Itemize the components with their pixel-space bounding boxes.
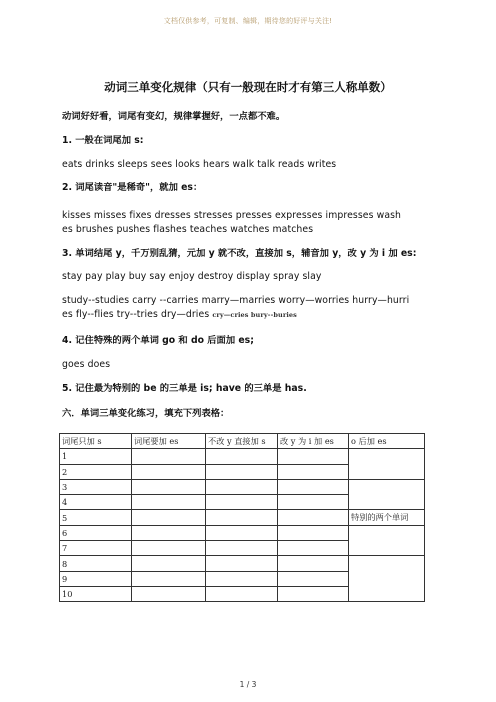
answer-cell[interactable] xyxy=(206,586,278,601)
rule4-words: goes does xyxy=(62,359,111,370)
rule6-heading: 六．单词三单变化练习，填充下列表格： xyxy=(62,408,230,419)
row-number: 4 xyxy=(60,495,132,510)
answer-cell[interactable] xyxy=(132,541,206,556)
rule2-words-line1: kisses misses fixes dresses stresses presses expresses impresses wash xyxy=(62,210,402,221)
table-row xyxy=(60,479,425,494)
intro-text: 动词好好看，词尾有变幻，规律掌握好，一点都不难。 xyxy=(62,111,286,122)
table-header-cell: 词尾要加 es xyxy=(132,434,206,449)
answer-cell[interactable] xyxy=(349,449,425,480)
table-header-cell: o 后加 es xyxy=(349,434,425,449)
answer-cell[interactable] xyxy=(206,556,278,571)
rule2-heading: 2. 词尾读音"是稀奇"，就加 es： xyxy=(62,182,203,193)
rule3-words2-line2 xyxy=(62,308,442,322)
rule3-words2-line2-text: es fly--flies try--tries dry—dries xyxy=(62,309,210,320)
answer-cell[interactable] xyxy=(278,510,349,525)
answer-cell[interactable] xyxy=(278,541,349,556)
rule1-words: eats drinks sleeps sees looks hears walk talk reads writes xyxy=(62,159,337,170)
answer-cell[interactable] xyxy=(206,464,278,479)
answer-cell[interactable] xyxy=(132,495,206,510)
answer-cell[interactable] xyxy=(132,586,206,601)
row-number: 10 xyxy=(60,586,132,601)
row-number: 7 xyxy=(60,541,132,556)
watermark-text: 文档仅供参考，可复制、编辑，期待您的好评与关注! xyxy=(163,17,333,25)
page-title: 动词三单变化规律（只有一般现在时才有第三人称单数） xyxy=(104,80,392,94)
answer-cell[interactable] xyxy=(278,525,349,540)
table-row xyxy=(60,449,425,464)
rule3-words2-line1: study--studies carry --carries marry—marries worry—worries hurry—hurri xyxy=(62,295,410,306)
answer-cell[interactable] xyxy=(278,464,349,479)
answer-cell[interactable] xyxy=(278,556,349,571)
answer-cell[interactable] xyxy=(132,525,206,540)
rule3-words1: stay pay play buy say enjoy destroy display spray slay xyxy=(62,271,322,282)
rule3-words2-small: cry—cries bury--buries xyxy=(212,311,297,319)
answer-cell[interactable] xyxy=(206,571,278,586)
answer-cell[interactable] xyxy=(132,556,206,571)
row-number: 8 xyxy=(60,556,132,571)
answer-cell[interactable] xyxy=(132,510,206,525)
answer-cell[interactable] xyxy=(206,525,278,540)
answer-cell[interactable] xyxy=(349,556,425,602)
row-number: 2 xyxy=(60,464,132,479)
answer-cell[interactable] xyxy=(132,479,206,494)
row-number: 9 xyxy=(60,571,132,586)
row-number: 1 xyxy=(60,449,132,464)
answer-cell[interactable] xyxy=(278,571,349,586)
special-words-label: 特别的两个单词 xyxy=(349,510,425,525)
answer-cell[interactable] xyxy=(278,586,349,601)
answer-cell[interactable] xyxy=(278,495,349,510)
rule1-heading: 1. 一般在词尾加 s: xyxy=(62,135,144,146)
row-number: 3 xyxy=(60,479,132,494)
row-number: 6 xyxy=(60,525,132,540)
table-header-cell: 不改 y 直接加 s xyxy=(206,434,278,449)
table-row xyxy=(60,556,425,571)
practice-table xyxy=(59,433,425,602)
table-row xyxy=(60,510,425,525)
answer-cell[interactable] xyxy=(206,541,278,556)
answer-cell[interactable] xyxy=(278,479,349,494)
answer-cell[interactable] xyxy=(132,464,206,479)
rule2-words-line2: es brushes pushes flashes teaches watches matches xyxy=(62,224,314,235)
page-number: 1 / 3 xyxy=(239,680,257,689)
answer-cell[interactable] xyxy=(278,449,349,464)
answer-cell[interactable] xyxy=(349,479,425,510)
answer-cell[interactable] xyxy=(132,571,206,586)
table-header-row xyxy=(60,434,425,449)
rule3-heading: 3. 单词结尾 y，千万别乱猜，元加 y 就不改，直接加 s，辅音加 y，改 y 为 i 加 es: xyxy=(62,248,417,259)
answer-cell[interactable] xyxy=(206,449,278,464)
answer-cell[interactable] xyxy=(206,479,278,494)
table-row xyxy=(60,525,425,540)
row-number: 5 xyxy=(60,510,132,525)
table-header-cell: 改 y 为 i 加 es xyxy=(278,434,349,449)
answer-cell[interactable] xyxy=(132,449,206,464)
rule5-heading: 5. 记住最为特别的 be 的三单是 is; have 的三单是 has. xyxy=(62,383,307,394)
table-header-cell: 词尾只加 s xyxy=(60,434,132,449)
answer-cell[interactable] xyxy=(206,495,278,510)
answer-cell[interactable] xyxy=(206,510,278,525)
answer-cell[interactable] xyxy=(349,525,425,556)
rule4-heading: 4. 记住特殊的两个单词 go 和 do 后面加 es; xyxy=(62,335,254,346)
